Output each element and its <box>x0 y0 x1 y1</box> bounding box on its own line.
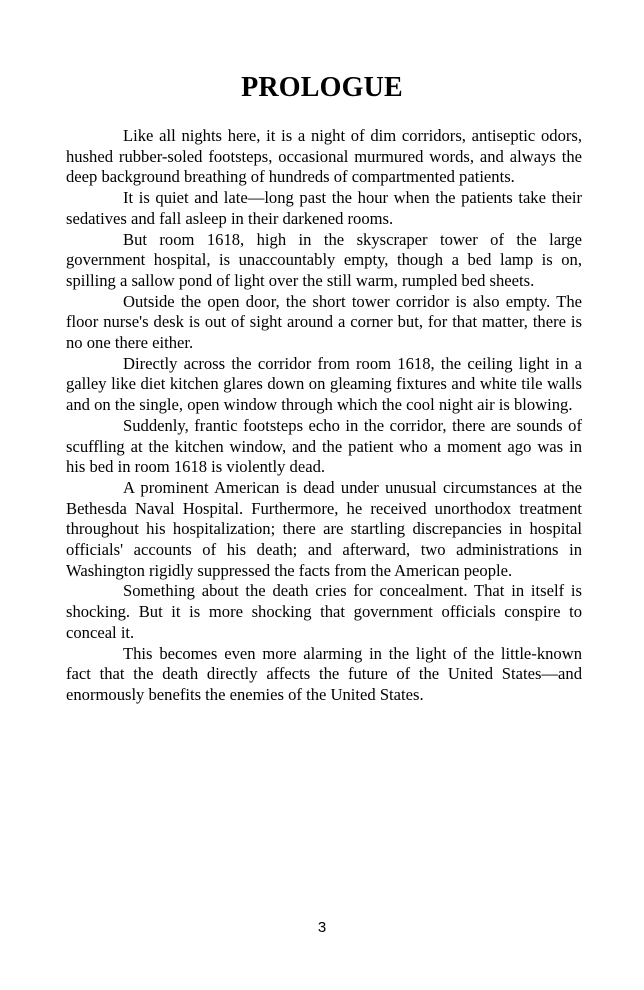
paragraph-1: Like all nights here, it is a night of dim corridors, antiseptic odors, hushed rubber-soled footsteps, occasional murmured words, and always the deep background breathing of hundreds of compartmented patients. <box>66 126 582 187</box>
paragraph-7: A prominent American is dead under unusual circumstances at the Bethesda Naval Hospital. Furthermore, he received unorthodox treatment throughout his hospitalization; there are startling discrepancies in hospital officials' accounts of his death; and afterward, two administrations in Washington rigidly suppressed the facts from the American people. <box>66 477 582 580</box>
paragraph-3: But room 1618, high in the skyscraper tower of the large government hospital, is unaccountably empty, though a bed lamp is on, spilling a sallow pond of light over the still warm, rumpled bed sheets. <box>66 229 582 290</box>
paragraph-5: Directly across the corridor from room 1618, the ceiling light in a galley like diet kitchen glares down on gleaming fixtures and white tile walls and on the single, open window through which the cool night air is blowing. <box>66 353 582 415</box>
paragraph-9: This becomes even more alarming in the light of the little-known fact that the death directly affects the future of the United States—and enormously benefits the enemies of the United States. <box>66 643 582 704</box>
page-number: 3 <box>317 919 327 936</box>
paragraph-6: Suddenly, frantic footsteps echo in the corridor, there are sounds of scuffling at the kitchen window, and the patient who a moment ago was in his bed in room 1618 is violently dead. <box>66 415 582 477</box>
paragraph-2: It is quiet and late—long past the hour when the patients take their sedatives and fall asleep in their darkened rooms. <box>66 188 582 228</box>
paragraph-4: Outside the open door, the short tower corridor is also empty. The floor nurse's desk is out of sight around a corner but, for that matter, there is no one there either. <box>66 291 582 353</box>
chapter-title: PROLOGUE <box>241 72 403 103</box>
paragraph-8: Something about the death cries for concealment. That in itself is shocking. But it is more shocking that government officials conspire to conceal it. <box>66 581 582 642</box>
chapter-body <box>66 126 582 706</box>
